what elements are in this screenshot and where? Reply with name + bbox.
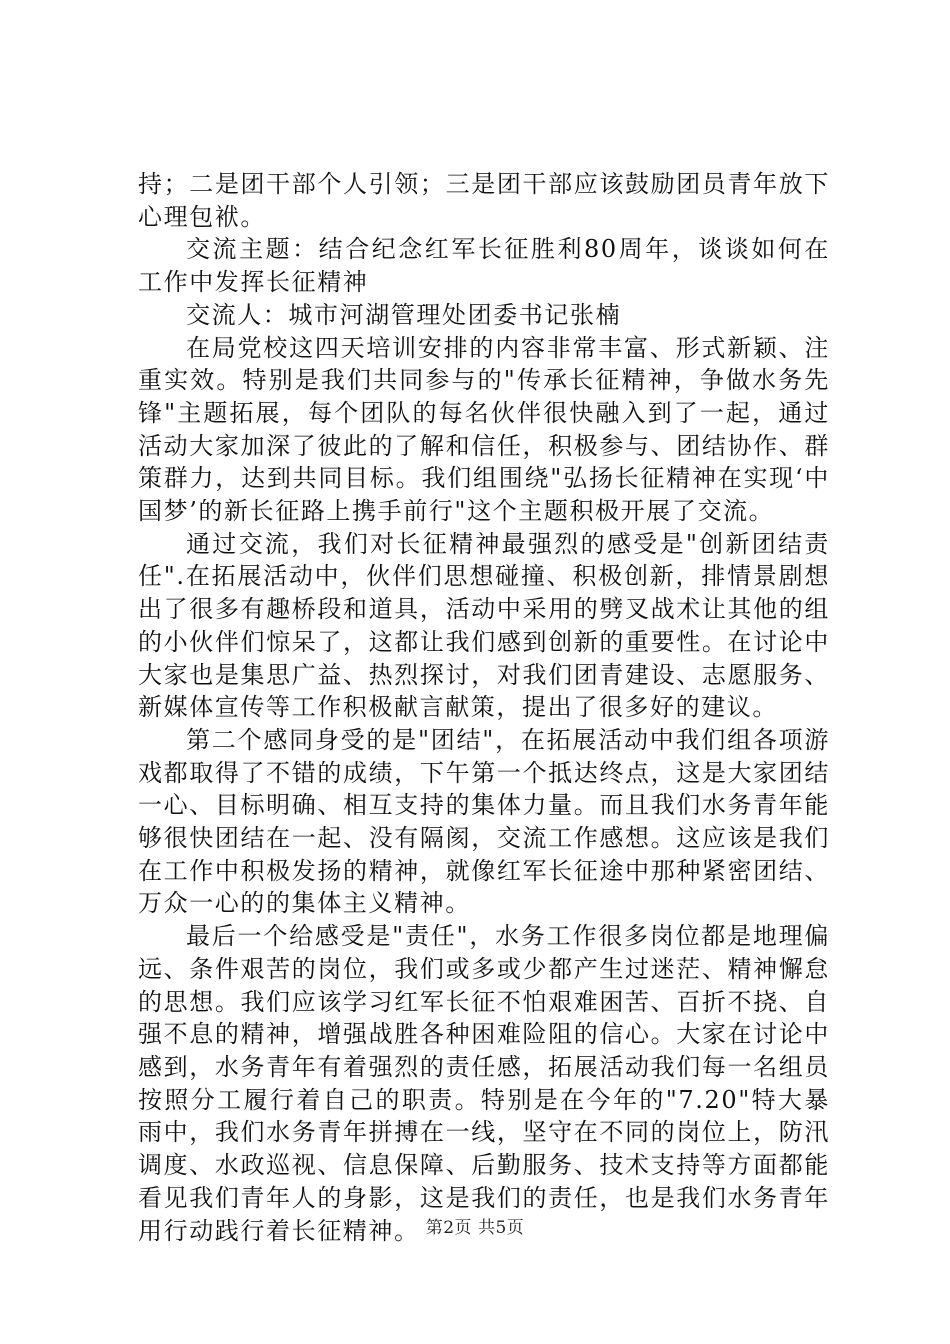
paragraph-responsibility: 最后一个给感受是"责任"，水务工作很多岗位都是地理偏远、条件艰苦的岗位，我们或多或少都产生过迷茫、精神懈怠的思想。我们应该学习红军长征不怕艰难困苦、百折不挠、自强不息的精神，增强战胜各种困难险阻的信心。大家在讨论中感到，水务青年有着强烈的责任感，拓展活动我们每一名组员按照分工履行着自己的职责。特别是在今年的"7.20"特大暴雨中，我们水务青年拼搏在一线，坚守在不同的岗位上，防汛调度、水政巡视、信息保障、后勤服务、技术支持等方面都能看见我们青年人的身影，这是我们的责任，也是我们水务青年用行动践行着长征精神。 <box>138 922 830 1245</box>
paragraph-unity: 第二个感同身受的是"团结"，在拓展活动中我们组各项游戏都取得了不错的成绩，下午第一个抵达终点，这是大家团结一心、目标明确、相互支持的集体力量。而且我们水务青年能够很快团结在一起、没有隔阂，交流工作感想。这应该是我们在工作中积极发扬的精神，就像红军长征途中那种紧密团结、万众一心的的集体主义精神。 <box>138 725 830 918</box>
page-number: 第2页 共5页 <box>425 1218 525 1238</box>
paragraph-continuation: 持；二是团干部个人引领；三是团干部应该鼓励团员青年放下心理包袱。 <box>138 170 830 231</box>
paragraph-topic: 交流主题：结合纪念红军长征胜利80周年，谈谈如何在工作中发挥长征精神 <box>138 235 830 297</box>
paragraph-training: 在局党校这四天培训安排的内容非常丰富、形式新颖、注重实效。特别是我们共同参与的"传承长征精神，争做水务先锋"主题拓展，每个团队的每名伙伴很快融入到了一起，通过活动大家加深了彼此的了解和信任，积极参与、团结协作、群策群力，达到共同目标。我们组围绕"弘扬长征精神在实现‘中国梦’的新长征路上携手前行"这个主题积极开展了交流。 <box>138 333 830 526</box>
paragraph-innovation: 通过交流，我们对长征精神最强烈的感受是"创新团结责任".在拓展活动中，伙伴们思想碰撞、积极创新，排情景剧想出了很多有趣桥段和道具，活动中采用的劈叉战术让其他的组的小伙伴们惊呆了，这都让我们感到创新的重要性。在讨论中大家也是集思广益、热烈探讨，对我们团青建设、志愿服务、新媒体宣传等工作积极献言献策，提出了很多好的建议。 <box>138 529 830 722</box>
document-body <box>138 168 830 1247</box>
paragraph-speaker: 交流人：城市河湖管理处团委书记张楠 <box>186 300 622 329</box>
